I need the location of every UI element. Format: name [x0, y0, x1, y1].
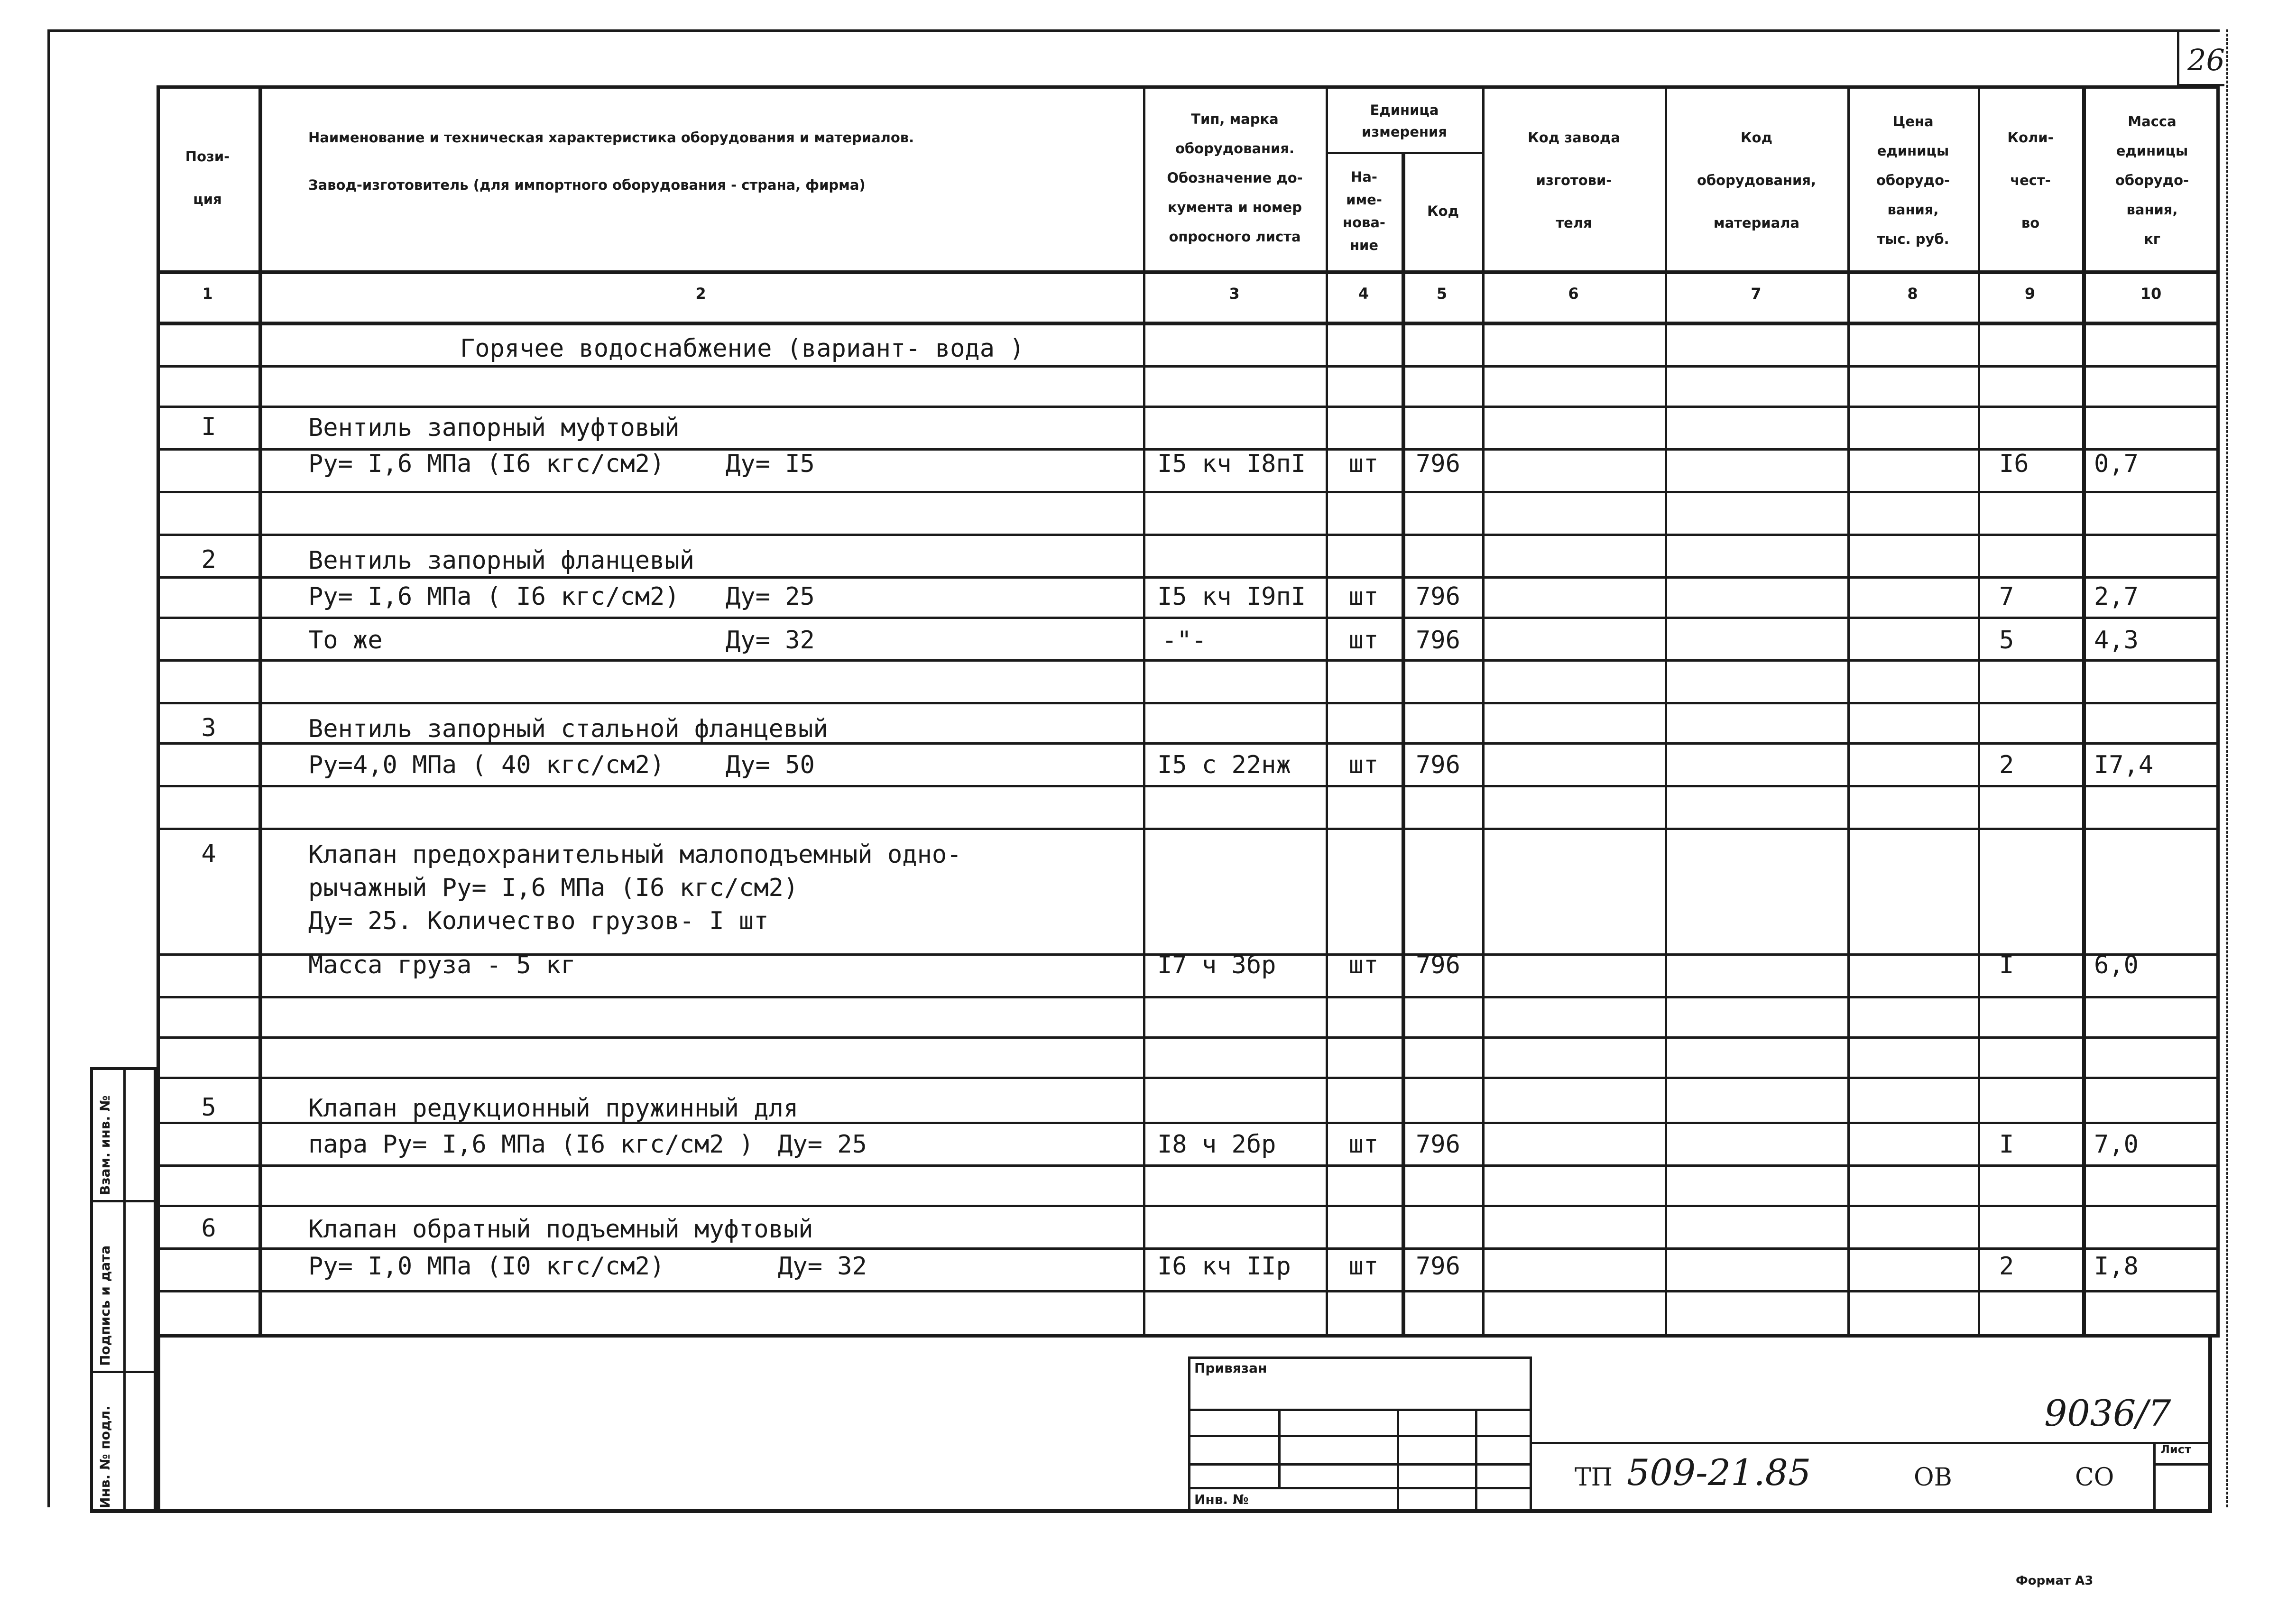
binding-col	[1475, 1409, 1477, 1513]
colnum-2: 2	[695, 285, 706, 303]
item-name: Вентиль запорный фланцевый	[308, 546, 694, 575]
item-du: Ду= 32	[726, 626, 815, 655]
item-qty: 2	[1999, 1252, 2014, 1281]
item-code: 796	[1416, 1252, 1460, 1281]
section-title: Горячее водоснабжение (вариант- вода )	[460, 334, 1024, 363]
position-number: I	[201, 413, 216, 441]
position-number: 2	[201, 545, 216, 574]
header-unit-name: На- име- нова- ние	[1343, 169, 1385, 253]
item-mass: 6,0	[2094, 951, 2139, 979]
item-name: Клапан предохранительный малоподъемный одно-	[308, 840, 962, 869]
sheet-corner-number: 26	[2187, 43, 2225, 77]
item-type: I5 кч I8пI	[1157, 450, 1306, 478]
position-number: 4	[201, 840, 216, 868]
item-spec: Ру=4,0 МПа ( 40 кгс/см2)	[308, 751, 665, 779]
item-code: 796	[1416, 951, 1460, 979]
row-line	[157, 1247, 2220, 1250]
colnum-6: 6	[1568, 285, 1579, 303]
sheet-label-line	[2153, 1463, 2210, 1466]
side-stamp-divider	[123, 1067, 126, 1513]
header-unit-code: Код	[1427, 203, 1459, 219]
colnum-8: 8	[1907, 285, 1918, 303]
row-line	[157, 617, 2220, 619]
binding-line	[1188, 1409, 1532, 1411]
document-number: 9036/7	[2044, 1392, 2171, 1434]
binding-line	[1188, 1435, 1532, 1437]
item-name: Клапан редукционный пружинный для	[308, 1094, 799, 1123]
row-line	[157, 1164, 2220, 1167]
colnum-3: 3	[1229, 285, 1240, 303]
item-name: Клапан обратный подъемный муфтовый	[308, 1215, 813, 1244]
item-type: I7 ч 3бр	[1157, 951, 1276, 979]
item-unit: шт	[1348, 951, 1379, 979]
item-spec: Ру= I,0 МПа (I0 кгс/см2)	[308, 1252, 665, 1281]
header-bottom-line	[157, 270, 2220, 274]
project-prefix: ТП	[1575, 1463, 1613, 1492]
row-line	[157, 1205, 2220, 1207]
item-name-cont: рычажный Ру= I,6 МПа (I6 кгс/см2)	[308, 874, 799, 902]
side-stamp-replacement: Взам. инв. №	[97, 1095, 113, 1195]
sheet-label: Лист	[2160, 1443, 2191, 1456]
sheet-type: СО	[2075, 1463, 2114, 1492]
row-line	[157, 491, 2220, 493]
item-qty: 7	[1999, 582, 2014, 611]
bottom-border	[90, 1509, 2210, 1513]
item-qty: I	[1999, 1130, 2014, 1159]
item-type: I5 с 22нж	[1157, 751, 1291, 779]
header-name: Наименование и техническая характеристика оборудования и материалов. Завод-изготовитель (для импортного оборудования - страна, фирма)	[308, 129, 914, 193]
item-type: I5 кч I9пI	[1157, 582, 1306, 611]
row-line	[157, 785, 2220, 787]
colnum-4: 4	[1358, 285, 1369, 303]
item-qty: 5	[1999, 626, 2014, 655]
item-spec: То же	[308, 626, 383, 655]
item-mass: I7,4	[2094, 751, 2154, 779]
item-spec: пара Ру= I,6 МПа (I6 кгс/см2 )	[308, 1130, 754, 1159]
side-stamp-line	[90, 1371, 157, 1373]
item-type: I6 кч IIр	[1157, 1252, 1291, 1281]
row-line	[157, 828, 2220, 830]
item-unit: шт	[1348, 751, 1379, 779]
item-unit: шт	[1348, 582, 1379, 611]
colnum-1: 1	[202, 285, 213, 303]
item-code: 796	[1416, 582, 1460, 611]
item-code: 796	[1416, 450, 1460, 478]
row-line	[157, 576, 2220, 579]
item-spec: Ру= I,6 МПа (I6 кгс/см2)	[308, 450, 665, 478]
item-qty: I6	[1999, 450, 2029, 478]
outer-right-border	[2226, 29, 2228, 1507]
col-line-4	[1402, 152, 1405, 1338]
header-unit-group: Единица измерения	[1362, 102, 1447, 140]
drawing-mark: ОВ	[1914, 1463, 1952, 1492]
item-code: 796	[1416, 1130, 1460, 1159]
item-unit: шт	[1348, 1130, 1379, 1159]
item-unit: шт	[1348, 1252, 1379, 1281]
row-line	[157, 659, 2220, 662]
item-unit: шт	[1348, 626, 1379, 655]
row-line	[157, 996, 2220, 998]
outer-top-border	[47, 29, 2220, 32]
item-name: Вентиль запорный муфтовый	[308, 414, 680, 442]
colnum-10: 10	[2140, 285, 2162, 303]
item-du: Ду= I5	[726, 450, 815, 478]
side-stamp-signature: Подпись и дата	[97, 1245, 113, 1366]
row-line	[157, 1077, 2220, 1079]
item-mass: I,8	[2094, 1252, 2139, 1281]
header-equipment-code: Код оборудования, материала	[1697, 129, 1817, 231]
binding-col	[1278, 1409, 1281, 1487]
header-mass: Масса единицы оборудо- вания, кг	[2115, 113, 2189, 247]
position-number: 3	[201, 714, 216, 742]
item-spec: Масса груза - 5 кг	[308, 951, 576, 979]
colnum-bottom-line	[157, 322, 2220, 325]
item-mass: 2,7	[2094, 582, 2139, 611]
item-type: -"-	[1162, 626, 1207, 655]
binding-line	[1188, 1463, 1532, 1466]
item-code: 796	[1416, 626, 1460, 655]
item-du: Ду= 25	[778, 1130, 867, 1159]
item-mass: 4,3	[2094, 626, 2139, 655]
row-line	[157, 1290, 2220, 1292]
item-mass: 0,7	[2094, 450, 2139, 478]
row-line	[157, 365, 2220, 368]
project-number: 509-21.85	[1627, 1451, 1811, 1494]
item-du: Ду= 25	[726, 582, 815, 611]
binding-inv-label: Инв. №	[1194, 1492, 1249, 1507]
colnum-5: 5	[1436, 285, 1448, 303]
item-name: Вентиль запорный стальной фланцевый	[308, 715, 828, 743]
colnum-7: 7	[1751, 285, 1762, 303]
header-type: Тип, марка оборудования. Обозначение до- кумента и номер опросного листа	[1167, 111, 1303, 245]
side-stamp-line	[90, 1200, 157, 1202]
row-line	[157, 534, 2220, 536]
title-block-top	[1532, 1442, 2210, 1444]
row-line	[157, 702, 2220, 704]
binding-col	[1397, 1409, 1399, 1513]
row-line	[157, 406, 2220, 408]
position-number: 6	[201, 1214, 216, 1243]
item-code: 796	[1416, 751, 1460, 779]
row-line	[157, 1036, 2220, 1039]
item-mass: 7,0	[2094, 1130, 2139, 1159]
binding-title: Привязан	[1194, 1360, 1267, 1376]
header-quantity: Коли- чест- во	[2007, 129, 2054, 231]
header-price: Цена единицы оборудо- вания, тыс. руб.	[1876, 113, 1950, 247]
side-stamp-inv-original: Инв. № подл.	[97, 1405, 113, 1508]
format-label: Формат А3	[2016, 1574, 2094, 1588]
item-qty: I	[1999, 951, 2014, 979]
position-number: 5	[201, 1093, 216, 1122]
lower-left-border	[157, 1338, 160, 1513]
item-spec: Ру= I,6 МПа ( I6 кгс/см2)	[308, 582, 680, 611]
header-factory-code: Код завода изготови- теля	[1528, 129, 1620, 231]
item-name-cont: Ду= 25. Количество грузов- I шт	[308, 907, 769, 935]
item-type: I8 ч 2бр	[1157, 1130, 1276, 1159]
item-unit: шт	[1348, 450, 1379, 478]
colnum-9: 9	[2024, 285, 2036, 303]
outer-left-border	[47, 29, 50, 1507]
item-qty: 2	[1999, 751, 2014, 779]
item-du: Ду= 32	[778, 1252, 867, 1281]
item-du: Ду= 50	[726, 751, 815, 779]
header-position: Пози- ция	[185, 148, 230, 207]
binding-line	[1188, 1487, 1532, 1489]
